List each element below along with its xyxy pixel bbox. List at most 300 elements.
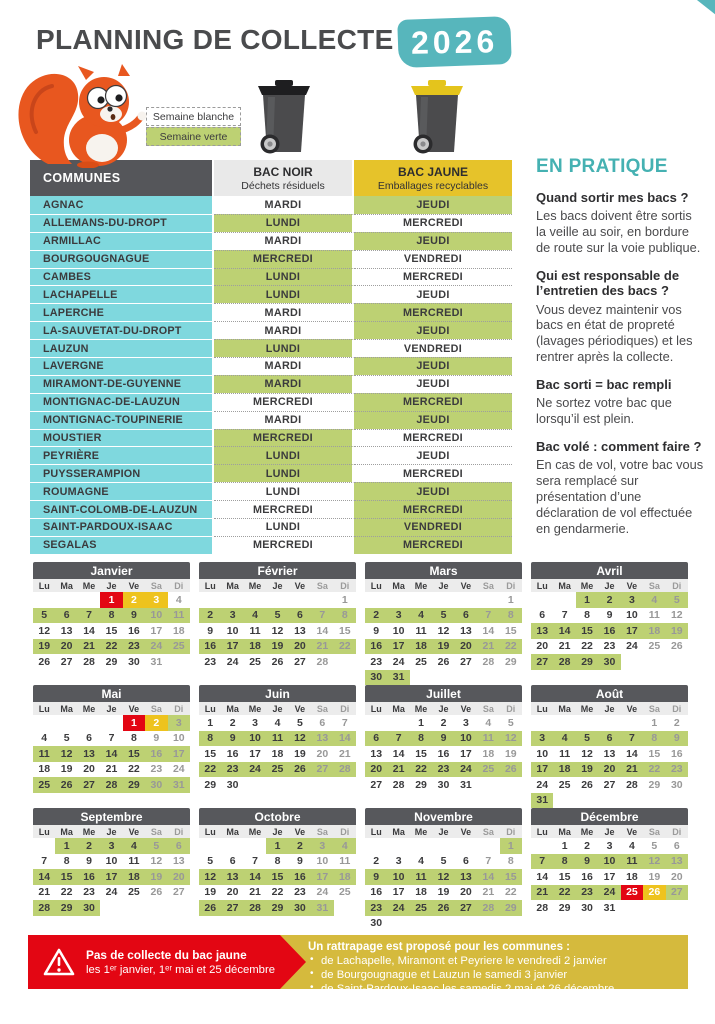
date-cell <box>244 777 266 793</box>
date-cell: 10 <box>598 854 620 870</box>
weekday-label: Me <box>82 826 96 837</box>
date-cell: 1 <box>207 716 214 729</box>
date-cell: 12 <box>670 609 683 622</box>
date-cell: 16 <box>199 639 221 655</box>
date-cell <box>621 900 643 916</box>
weekday-label: Ma <box>392 826 405 837</box>
month-title: Mai <box>33 685 190 702</box>
date-cell: 18 <box>38 763 51 776</box>
date-cell: 26 <box>670 640 683 653</box>
weekday-label: Je <box>106 580 117 591</box>
date-cell: 22 <box>581 640 593 653</box>
date-cell: 14 <box>477 869 499 885</box>
date-cell: 31 <box>311 900 333 916</box>
weekday-label: Di <box>672 580 682 591</box>
date-cell: 15 <box>558 870 571 883</box>
date-cell: 5 <box>440 855 447 868</box>
calendar-week <box>33 777 190 793</box>
date-cell <box>410 670 432 686</box>
weekday-label: Sa <box>316 703 328 714</box>
date-cell: 6 <box>455 608 477 624</box>
date-cell: 12 <box>38 624 51 637</box>
date-cell <box>455 916 477 932</box>
date-cell: 18 <box>415 886 427 899</box>
calendar-week <box>531 715 688 731</box>
date-cell: 8 <box>507 855 514 868</box>
bac-noir-cell: MARDI <box>214 411 354 429</box>
date-cell: 29 <box>500 900 522 916</box>
date-cell <box>387 715 409 731</box>
date-cell: 6 <box>673 839 680 852</box>
bac-jaune-cell: VENDREDI <box>354 339 512 357</box>
date-cell: 6 <box>539 609 546 622</box>
bac-noir-cell: LUNDI <box>214 268 354 286</box>
date-cell <box>432 592 454 608</box>
date-cell: 24 <box>145 639 167 655</box>
date-cell: 10 <box>536 747 549 760</box>
date-cell: 13 <box>311 731 333 747</box>
date-cell: 8 <box>274 855 281 868</box>
weekday-label: Ve <box>626 826 638 837</box>
table-row <box>30 518 512 536</box>
date-cell: 5 <box>651 839 658 852</box>
weekday-label: Ve <box>460 703 472 714</box>
calendar-week <box>199 715 356 731</box>
date-cell: 25 <box>168 639 190 655</box>
commune-cell: LACHAPELLE <box>30 285 214 303</box>
date-cell: 27 <box>666 885 688 901</box>
weekday-label: Di <box>174 580 184 591</box>
date-cell: 14 <box>244 869 266 885</box>
date-cell: 8 <box>500 608 522 624</box>
date-cell: 11 <box>266 731 288 747</box>
legend-green-label: Semaine verte <box>159 130 228 143</box>
weekday-label: Ve <box>128 826 140 837</box>
calendar-week <box>33 900 190 916</box>
date-cell: 29 <box>576 654 598 670</box>
weekday-label: Di <box>174 826 184 837</box>
sidebar-answer: En cas de vol, votre bac vous sera remplacé sur présentation d’une déclaration de vol effectuée en gendarmerie. <box>536 457 704 536</box>
calendar-week <box>365 900 522 916</box>
sidebar-question: Bac sorti = bac rempli <box>536 377 672 392</box>
date-cell: 11 <box>621 854 643 870</box>
date-cell: 26 <box>500 762 522 778</box>
bac-jaune-cell: VENDREDI <box>354 250 512 268</box>
date-cell: 2 <box>440 716 447 729</box>
date-cell: 9 <box>432 731 454 747</box>
date-cell: 6 <box>229 855 236 868</box>
bac-jaune-cell: JEUDI <box>354 285 512 303</box>
date-cell: 30 <box>78 900 100 916</box>
table-row <box>30 250 512 268</box>
date-cell <box>145 900 167 916</box>
date-cell: 25 <box>338 886 351 899</box>
weekday-label: Ma <box>226 826 239 837</box>
bac-noir-cell: MERCREDI <box>214 536 354 554</box>
bac-noir-cell: MARDI <box>214 321 354 339</box>
date-cell: 13 <box>78 746 100 762</box>
date-cell: 6 <box>463 855 469 868</box>
date-cell: 11 <box>410 869 432 885</box>
month-title: Janvier <box>33 562 190 579</box>
table-row <box>30 411 512 429</box>
month-block <box>531 808 688 916</box>
date-cell <box>365 715 387 731</box>
date-cell: 31 <box>150 655 163 668</box>
weekday-label: Ma <box>558 826 571 837</box>
date-cell: 2 <box>229 716 236 729</box>
date-cell: 16 <box>145 746 167 762</box>
date-cell: 5 <box>207 855 214 868</box>
bac-jaune-cell: JEUDI <box>354 482 512 500</box>
commune-cell: LAVERGNE <box>30 357 214 375</box>
date-cell: 13 <box>531 623 553 639</box>
date-cell: 20 <box>365 762 387 778</box>
date-cell: 30 <box>289 900 311 916</box>
date-cell: 28 <box>392 778 405 791</box>
date-cell: 3 <box>168 715 190 731</box>
date-cell: 7 <box>78 608 100 624</box>
date-cell <box>500 670 522 686</box>
date-cell: 25 <box>621 885 643 901</box>
date-cell <box>123 900 145 916</box>
weekday-label: Lu <box>370 826 382 837</box>
year-badge <box>397 16 512 68</box>
calendar-week <box>365 623 522 639</box>
date-cell: 26 <box>437 655 450 668</box>
date-cell <box>477 838 499 854</box>
date-cell: 8 <box>584 609 590 622</box>
date-cell: 7 <box>311 608 333 624</box>
banner-bullets <box>308 954 680 996</box>
date-cell <box>33 838 55 854</box>
date-cell: 23 <box>603 640 616 653</box>
calendar-week <box>531 777 688 793</box>
legend-semaine-blanche <box>146 107 241 126</box>
month-block <box>199 808 356 916</box>
date-cell: 13 <box>60 624 73 637</box>
weekday-label: Di <box>174 703 184 714</box>
sidebar-question: Quand sortir mes bacs ? <box>536 190 689 205</box>
date-cell: 14 <box>334 731 356 747</box>
date-cell: 4 <box>41 732 48 745</box>
month-block <box>531 685 688 808</box>
year-label: 2026 <box>410 22 499 61</box>
bac-jaune-cell: JEUDI <box>354 232 512 250</box>
date-cell <box>365 592 387 608</box>
date-cell: 15 <box>648 747 661 760</box>
weekday-label: Sa <box>150 703 162 714</box>
date-cell: 3 <box>463 716 469 729</box>
commune-cell: CAMBES <box>30 268 214 286</box>
date-cell: 27 <box>172 886 185 899</box>
date-cell: 26 <box>38 655 51 668</box>
date-cell: 4 <box>175 593 182 606</box>
date-cell: 9 <box>606 609 613 622</box>
calendar-week <box>33 639 190 655</box>
date-cell: 7 <box>621 731 643 747</box>
calendar-week <box>531 639 688 655</box>
date-cell: 16 <box>365 639 387 655</box>
weekday-label: Je <box>106 826 117 837</box>
bac-noir-cell: MARDI <box>214 303 354 321</box>
no-collection-title: Pas de collecte du bac jaune <box>86 948 247 962</box>
date-cell: 6 <box>168 838 190 854</box>
date-cell: 19 <box>437 886 450 899</box>
weekday-label: Di <box>672 826 682 837</box>
date-cell: 12 <box>581 747 593 760</box>
date-cell: 3 <box>100 838 122 854</box>
month-block <box>33 562 190 670</box>
date-cell <box>666 654 688 670</box>
calendar-week <box>365 746 522 762</box>
weekday-label: Sa <box>150 580 162 591</box>
bac-jaune-cell: MERCREDI <box>354 303 512 321</box>
weekday-label: Me <box>82 580 96 591</box>
bac-noir-cell: MERCREDI <box>214 250 354 268</box>
date-cell: 29 <box>266 900 288 916</box>
date-cell: 1 <box>55 838 77 854</box>
date-cell: 3 <box>387 608 409 624</box>
date-cell <box>598 715 620 731</box>
weekday-label: Sa <box>482 580 494 591</box>
date-cell: 22 <box>60 886 73 899</box>
calendar-week <box>531 885 688 901</box>
date-cell: 14 <box>392 747 405 760</box>
date-cell: 28 <box>33 900 55 916</box>
calendar-week <box>33 762 190 778</box>
commune-cell: SAINT-PARDOUX-ISAAC <box>30 518 214 536</box>
date-cell: 24 <box>226 655 239 668</box>
weekday-label: Lu <box>370 703 382 714</box>
calendar-week <box>199 639 356 655</box>
date-cell: 1 <box>561 839 568 852</box>
bac-noir-cell: LUNDI <box>214 464 354 482</box>
date-cell: 17 <box>100 869 122 885</box>
date-cell: 25 <box>410 900 432 916</box>
date-cell: 20 <box>598 762 620 778</box>
date-cell: 11 <box>168 608 190 624</box>
date-cell: 18 <box>123 869 145 885</box>
table-row <box>30 357 512 375</box>
date-cell <box>334 777 356 793</box>
date-cell <box>500 777 522 793</box>
date-cell: 21 <box>531 885 553 901</box>
weekday-label: Me <box>580 826 594 837</box>
bac-jaune-cell: JEUDI <box>354 411 512 429</box>
date-cell: 30 <box>128 655 140 668</box>
weekday-label: Lu <box>204 580 216 591</box>
month-title: Avril <box>531 562 688 579</box>
weekday-label: Ma <box>60 580 73 591</box>
date-cell <box>410 838 432 854</box>
date-cell <box>643 900 665 916</box>
date-cell <box>266 592 288 608</box>
bac-noir-cell: LUNDI <box>214 339 354 357</box>
date-cell: 12 <box>432 869 454 885</box>
weekday-label: Ve <box>460 580 472 591</box>
commune-cell: ALLEMANS-DU-DROPT <box>30 214 214 232</box>
calendar-week <box>365 916 522 932</box>
date-cell: 11 <box>648 609 660 622</box>
date-cell: 29 <box>558 901 571 914</box>
date-cell: 26 <box>55 777 77 793</box>
date-cell: 24 <box>316 886 329 899</box>
date-cell: 30 <box>145 777 167 793</box>
calendar-week <box>531 592 688 608</box>
date-cell: 29 <box>55 900 77 916</box>
table-row <box>30 196 512 214</box>
bac-jaune-title: BAC JAUNE <box>397 164 468 179</box>
date-cell: 25 <box>558 778 571 791</box>
date-cell <box>78 715 100 731</box>
date-cell: 26 <box>199 900 221 916</box>
commune-cell: SEGALAS <box>30 536 214 554</box>
date-cell <box>621 715 643 731</box>
commune-cell: AGNAC <box>30 196 214 214</box>
weekday-label: Sa <box>316 580 328 591</box>
date-cell: 24 <box>387 900 409 916</box>
date-cell: 24 <box>626 640 638 653</box>
date-cell <box>553 793 575 809</box>
weekday-label: Me <box>248 826 262 837</box>
bac-noir-cell: LUNDI <box>214 518 354 536</box>
weekday-label: Ve <box>294 580 306 591</box>
date-cell <box>78 592 100 608</box>
bac-noir-subtitle: Déchets résiduels <box>241 179 325 192</box>
weekday-label: Di <box>340 703 350 714</box>
weekday-label: Me <box>414 826 428 837</box>
warning-icon <box>42 947 76 977</box>
date-cell <box>244 592 266 608</box>
bac-noir-cell: MERCREDI <box>214 500 354 518</box>
weekday-label: Ma <box>60 826 73 837</box>
month-block <box>531 562 688 670</box>
calendar-week <box>365 592 522 608</box>
date-cell <box>643 654 665 670</box>
date-cell: 13 <box>370 747 383 760</box>
weekday-label: Me <box>82 703 96 714</box>
date-cell: 12 <box>289 731 311 747</box>
date-cell <box>33 592 55 608</box>
date-cell <box>55 592 77 608</box>
date-cell <box>410 916 432 932</box>
date-cell: 26 <box>271 655 284 668</box>
date-cell: 16 <box>670 747 683 760</box>
date-cell: 5 <box>576 731 598 747</box>
date-cell: 24 <box>455 762 477 778</box>
date-cell <box>168 900 190 916</box>
date-cell <box>432 838 454 854</box>
date-cell: 28 <box>482 655 495 668</box>
date-cell: 2 <box>123 592 145 608</box>
calendar-week <box>365 777 522 793</box>
date-cell: 26 <box>150 886 163 899</box>
weekday-label: Ma <box>392 703 405 714</box>
calendar-week <box>531 608 688 624</box>
weekday-label: Lu <box>204 826 216 837</box>
date-cell: 4 <box>553 731 575 747</box>
date-cell: 13 <box>294 624 306 637</box>
date-cell: 13 <box>603 747 616 760</box>
date-cell: 15 <box>105 624 118 637</box>
date-cell <box>598 793 620 809</box>
date-cell: 18 <box>643 623 665 639</box>
calendar-week <box>199 608 356 624</box>
bac-jaune-cell: MERCREDI <box>354 536 512 554</box>
weekday-label: Ma <box>392 580 405 591</box>
date-cell: 21 <box>249 886 261 899</box>
date-cell: 25 <box>33 777 55 793</box>
commune-cell: MOUSTIER <box>30 429 214 447</box>
sidebar-title: EN PRATIQUE <box>536 156 668 177</box>
calendar-week <box>33 654 190 670</box>
date-cell: 7 <box>387 731 409 747</box>
weekday-label: Me <box>248 703 262 714</box>
date-cell: 17 <box>221 639 243 655</box>
date-cell <box>221 838 243 854</box>
bac-noir-cell: MARDI <box>214 375 354 393</box>
weekday-label: Je <box>438 826 449 837</box>
weekday-label: Ma <box>60 703 73 714</box>
date-cell <box>365 838 387 854</box>
date-cell: 7 <box>531 854 553 870</box>
date-cell: 19 <box>266 639 288 655</box>
date-cell: 30 <box>365 670 387 686</box>
bac-noir-cell: MERCREDI <box>214 429 354 447</box>
no-collection-dates: les 1ᵉʳ janvier, 1ᵉʳ mai et 25 décembre <box>86 964 276 976</box>
weekday-label: Ve <box>294 703 306 714</box>
date-cell: 4 <box>274 716 281 729</box>
date-cell: 28 <box>626 778 638 791</box>
date-cell: 17 <box>311 869 333 885</box>
rattrapage-banner <box>258 935 688 995</box>
table-row <box>30 268 512 286</box>
date-cell: 26 <box>581 778 593 791</box>
date-cell: 4 <box>244 608 266 624</box>
month-title: Août <box>531 685 688 702</box>
banner-bullet: • de Bourgougnague et Lauzun le samedi 3 janvier <box>308 968 680 982</box>
commune-cell: PEYRIÈRE <box>30 446 214 464</box>
weekday-label: Me <box>248 580 262 591</box>
weekday-label: Je <box>604 703 615 714</box>
date-cell: 9 <box>123 608 145 624</box>
date-cell <box>432 916 454 932</box>
table-row <box>30 393 512 411</box>
weekday-header-row <box>365 579 522 592</box>
date-cell: 7 <box>252 855 258 868</box>
date-cell: 12 <box>437 624 450 637</box>
weekday-label: Je <box>272 703 283 714</box>
date-cell: 10 <box>626 609 638 622</box>
month-title: Octobre <box>199 808 356 825</box>
date-cell: 17 <box>531 762 553 778</box>
weekday-header-row <box>365 702 522 715</box>
weekday-header-row <box>33 825 190 838</box>
date-cell: 17 <box>392 886 405 899</box>
date-cell: 19 <box>666 623 688 639</box>
date-cell: 18 <box>626 870 638 883</box>
date-cell: 11 <box>339 855 351 868</box>
date-cell: 11 <box>415 624 427 637</box>
bac-noir-header <box>214 160 354 196</box>
date-cell <box>477 592 499 608</box>
weekday-header-row <box>365 825 522 838</box>
calendar-week <box>365 762 522 778</box>
date-cell: 25 <box>266 762 288 778</box>
date-cell: 4 <box>485 716 492 729</box>
date-cell: 3 <box>221 608 243 624</box>
